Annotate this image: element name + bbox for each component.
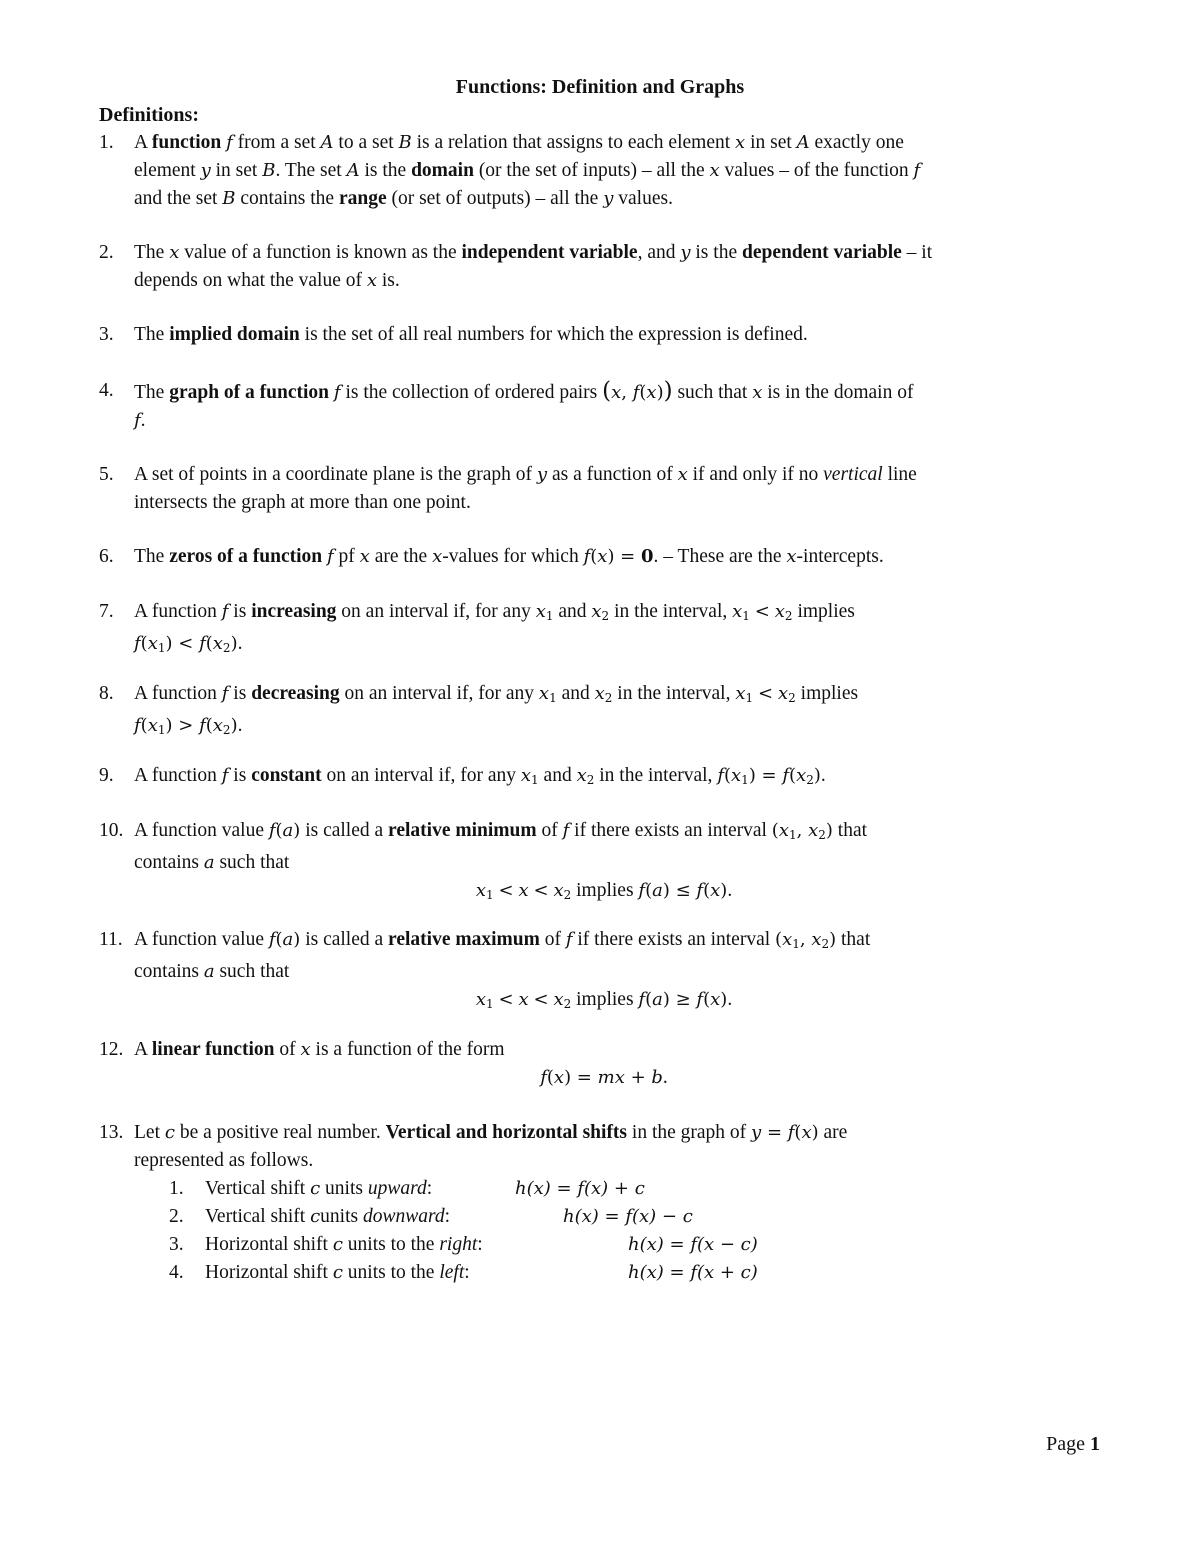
- item-number: 9.: [99, 765, 114, 786]
- item-body: A function f is constant on an interval if, for any $x_1$ and $x_2$ in the interval, $f(x_1) = f(x_2)$.: [134, 765, 826, 787]
- page-label: Page: [1046, 1433, 1090, 1455]
- term-graph-of-function: graph of a function: [169, 382, 330, 403]
- sub-number: 3.: [169, 1234, 184, 1255]
- shift-label: Vertical shift c units upward:: [205, 1178, 433, 1199]
- item-body: The zeros of a function f pf x are the x-values for which f(x) = 0. – These are the x-intercepts.: [134, 546, 884, 567]
- shift-item-left: [169, 1259, 1109, 1287]
- definition-item-3: [99, 321, 1109, 349]
- item-body: A function f is decreasing on an interval if, for any $x_1$ and $x_2$ in the interval, $x_1 < x_2$ implies $f(x_1) > f(x_2)$.: [134, 683, 859, 737]
- sub-number: 1.: [169, 1178, 184, 1199]
- definition-item-10: [99, 817, 1109, 909]
- item-body: The implied domain is the set of all real numbers for which the expression is defined.: [134, 324, 808, 345]
- item-body: The graph of a function f is the collection of ordered pairs (x, f(x)) such that x is in the domain of f.: [134, 378, 914, 431]
- item-number: 6.: [99, 546, 114, 567]
- term-independent-variable: independent variable: [461, 242, 638, 263]
- shift-equation: h(x) = f(x − c): [628, 1234, 758, 1255]
- definition-item-6: [99, 543, 1109, 571]
- item-number: 7.: [99, 601, 114, 622]
- definition-item-9: [99, 762, 1109, 794]
- shift-equation: h(x) = f(x) − c: [563, 1206, 693, 1227]
- shift-list: [169, 1175, 1109, 1287]
- shift-item-upward: [169, 1175, 1109, 1203]
- shift-equation: h(x) = f(x + c): [628, 1262, 758, 1283]
- page-title: Functions: Definition and Graphs: [455, 76, 745, 98]
- shift-item-right: [169, 1231, 1109, 1259]
- item-number: 5.: [99, 464, 114, 485]
- term-domain: domain: [411, 160, 474, 181]
- item-number: 8.: [99, 683, 114, 704]
- term-function: function: [151, 132, 222, 153]
- term-shifts: Vertical and horizontal shifts: [385, 1122, 628, 1143]
- definition-item-5: [99, 461, 1109, 517]
- sub-number: 2.: [169, 1206, 184, 1227]
- item-body: A function f is increasing on an interval if, for any $x_1$ and $x_2$ in the interval, $x_1 < x_2$ implies $f(x_1) < f(x_2)$.: [134, 601, 855, 655]
- page-footer: [1046, 1430, 1100, 1458]
- item-body: A function value f(a) is called a relative maximum of f if there exists an interval ($x_1$, $x_2$) that contains a such that $x_1 < x < x_2$ implies f(a) ≥ f(x).: [134, 929, 871, 1011]
- shift-label: Horizontal shift c units to the right:: [205, 1234, 483, 1255]
- page-number: 1: [1090, 1433, 1100, 1455]
- definitions-heading: Definitions:: [99, 104, 199, 126]
- definition-item-8: [99, 680, 1109, 744]
- term-range: range: [338, 188, 387, 209]
- term-constant: constant: [251, 765, 322, 786]
- definition-item-7: [99, 598, 1109, 662]
- shift-label: Vertical shift cunits downward:: [205, 1206, 451, 1227]
- term-relative-maximum: relative maximum: [388, 929, 540, 950]
- definition-item-13: [99, 1119, 1109, 1287]
- item-number: 11.: [99, 929, 123, 950]
- sub-number: 4.: [169, 1262, 184, 1283]
- definition-item-1: [99, 129, 1109, 213]
- term-increasing: increasing: [251, 601, 337, 622]
- term-vertical: vertical: [823, 464, 883, 485]
- item-number: 2.: [99, 242, 114, 263]
- shift-label: Horizontal shift c units to the left:: [205, 1262, 470, 1283]
- item-body: A linear function of x is a function of the form f(x) = mx + b.: [134, 1039, 668, 1088]
- term-relative-minimum: relative minimum: [388, 820, 537, 841]
- definition-item-12: [99, 1036, 1109, 1092]
- item-number: 3.: [99, 324, 114, 345]
- item-body: A function f from a set A to a set B is a relation that assigns to each element x in set A exactly one element y in set B. The set A is the domain (or the set of inputs) – all the x values – of the function f and the set B contains the range (or set of outputs) – all the y values.: [134, 132, 921, 209]
- definition-item-11: [99, 926, 1109, 1018]
- definition-item-2: [99, 239, 1109, 295]
- item-body: The x value of a function is known as the independent variable, and y is the dependent variable – it depends on what the value of x is.: [134, 242, 933, 291]
- term-decreasing: decreasing: [251, 683, 340, 704]
- definition-item-4: [99, 377, 1109, 435]
- term-dependent-variable: dependent variable: [741, 242, 902, 263]
- item-body: A function value f(a) is called a relative minimum of f if there exists an interval ($x_1$, $x_2$) that contains a such that $x_1 < x < x_2$ implies f(a) ≤ f(x).: [134, 820, 868, 902]
- shift-equation: h(x) = f(x) + c: [515, 1178, 645, 1199]
- item-body: Let c be a positive real number. Vertical and horizontal shifts in the graph of y = f(x) are represented as follows. 1. Vertical shift c units upward: h(x) = f(x) + c 2. Vertical shift cunits downward: h(x) = f(x) − c 3. Horizontal shift c units to the right: h(x) = f(x − c) 4. Horizontal shift c units to the left: h(x) = f(x + c): [134, 1119, 1109, 1287]
- term-zeros-of-function: zeros of a function: [169, 546, 323, 567]
- term-implied-domain: implied domain: [169, 324, 300, 345]
- item-number: 13.: [99, 1122, 124, 1143]
- item-number: 10.: [99, 820, 124, 841]
- item-number: 1.: [99, 132, 114, 153]
- item-number: 4.: [99, 380, 114, 401]
- item-body: A set of points in a coordinate plane is the graph of y as a function of x if and only if no vertical line intersects the graph at more than one point.: [134, 464, 917, 513]
- shift-item-downward: [169, 1203, 1109, 1231]
- item-number: 12.: [99, 1039, 124, 1060]
- term-linear-function: linear function: [151, 1039, 275, 1060]
